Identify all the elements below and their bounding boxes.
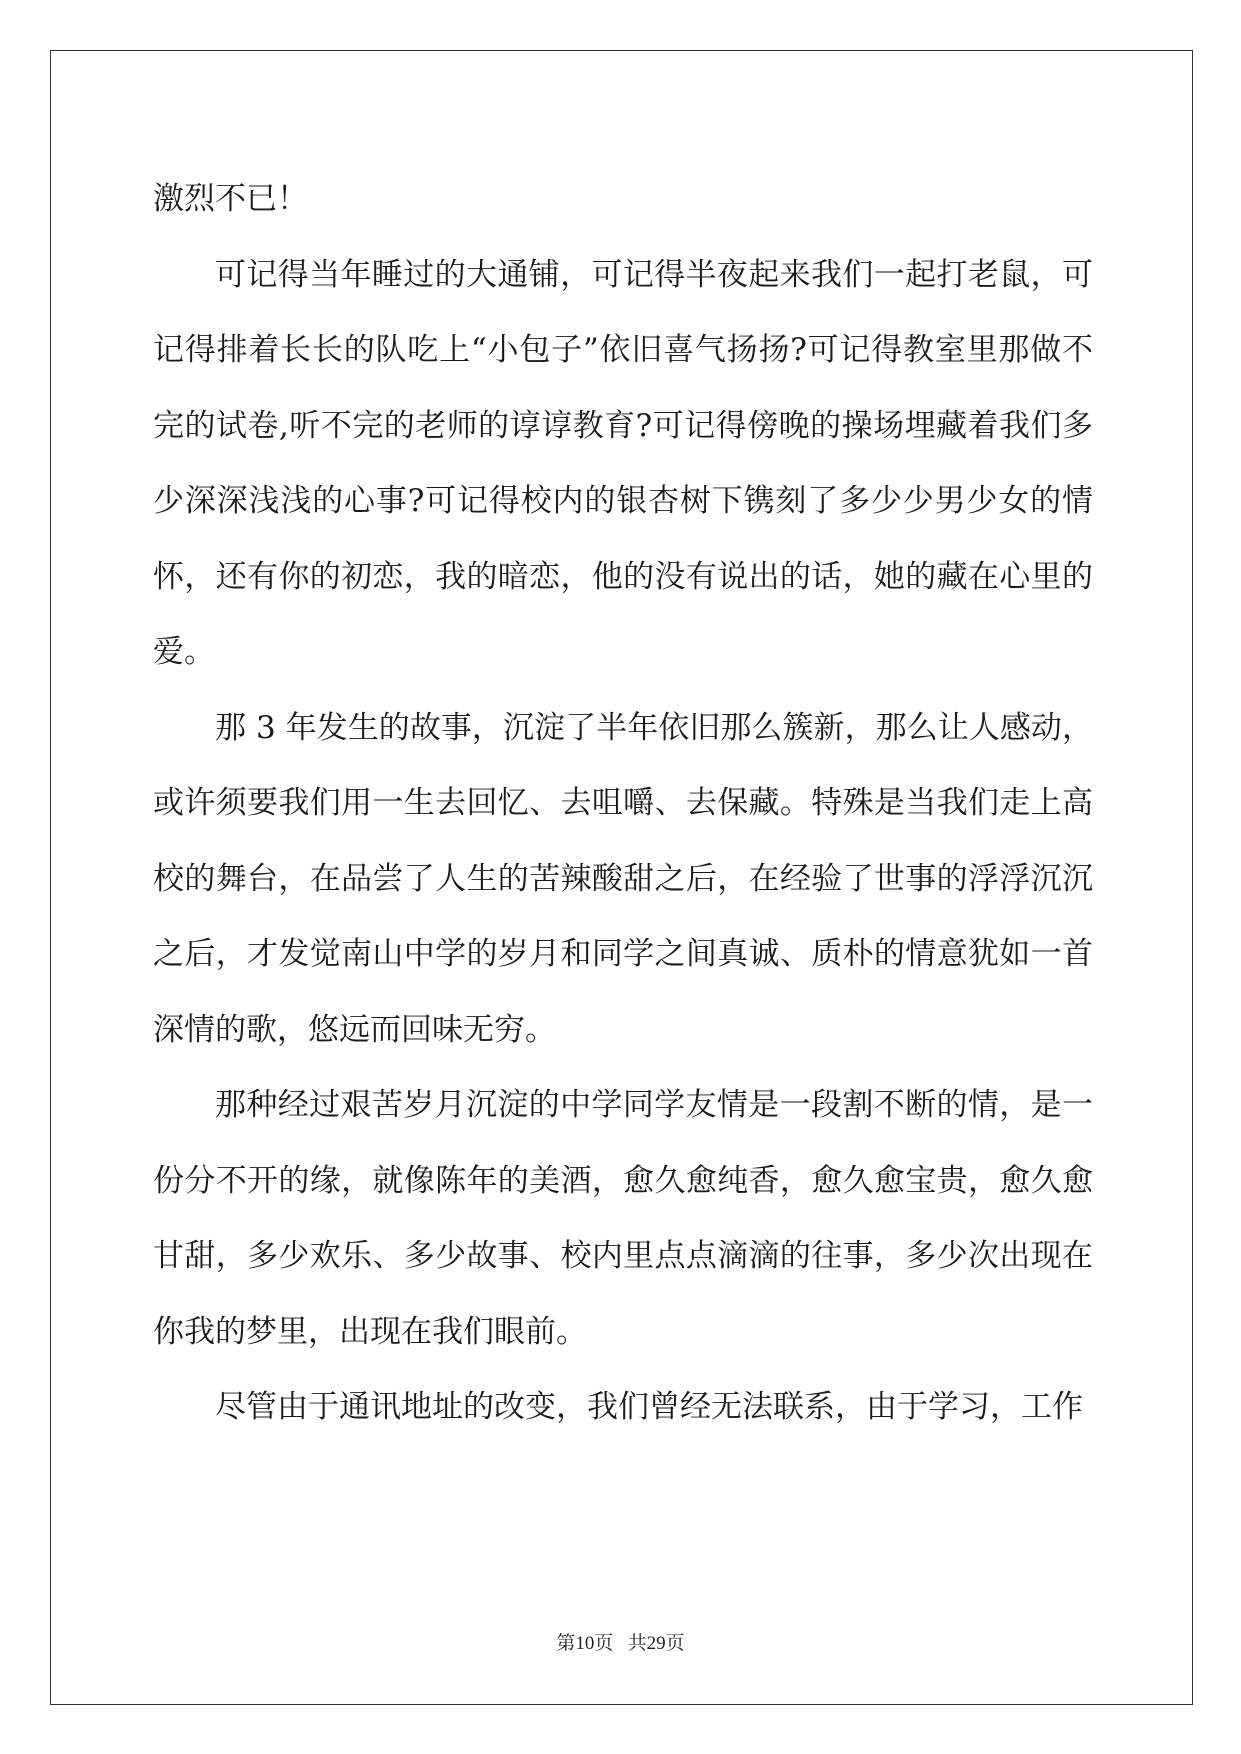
paragraph: 激烈不已！: [153, 181, 308, 217]
page-number: 第10页: [556, 1633, 614, 1654]
paragraph: 那 3 年发生的故事，沉淀了半年依旧那么簇新，那么让人感动，或许须要我们用一生去回忆、去咀嚼、去保藏。特殊是当我们走上高校的舞台，在品尝了人生的苦辣酸甜之后，在经验了世事的浮浮沉沉之后，才发觉南山中学的岁月和同学之间真诚、质朴的情意犹如一首深情的歌，悠远而回味无穷。: [153, 709, 1093, 1048]
paragraph: 可记得当年睡过的大通铺，可记得半夜起来我们一起打老鼠，可记得排着长长的队吃上“小包子”依旧喜气扬扬?可记得教室里那做不完的试卷,听不完的老师的谆谆教育?可记得傍晚的操场埋藏着我们多少深深浅浅的心事?可记得校内的银杏树下镌刻了多少少男少女的情怀，还有你的初恋，我的暗恋，他的没有说出的话，她的藏在心里的爱。: [153, 256, 1093, 670]
document-body: [153, 162, 1093, 1446]
paragraph: 那种经过艰苦岁月沉淀的中学同学友情是一段割不断的情，是一份分不开的缘，就像陈年的美酒，愈久愈纯香，愈久愈宝贵，愈久愈甘甜，多少欢乐、多少故事、校内里点点滴滴的往事，多少次出现在你我的梦里，出现在我们眼前。: [153, 1087, 1093, 1350]
page-footer: [0, 1628, 1241, 1655]
page-total: 共29页: [627, 1633, 685, 1654]
paragraph: 尽管由于通讯地址的改变，我们曾经无法联系，由于学习，工作: [215, 1389, 1083, 1425]
